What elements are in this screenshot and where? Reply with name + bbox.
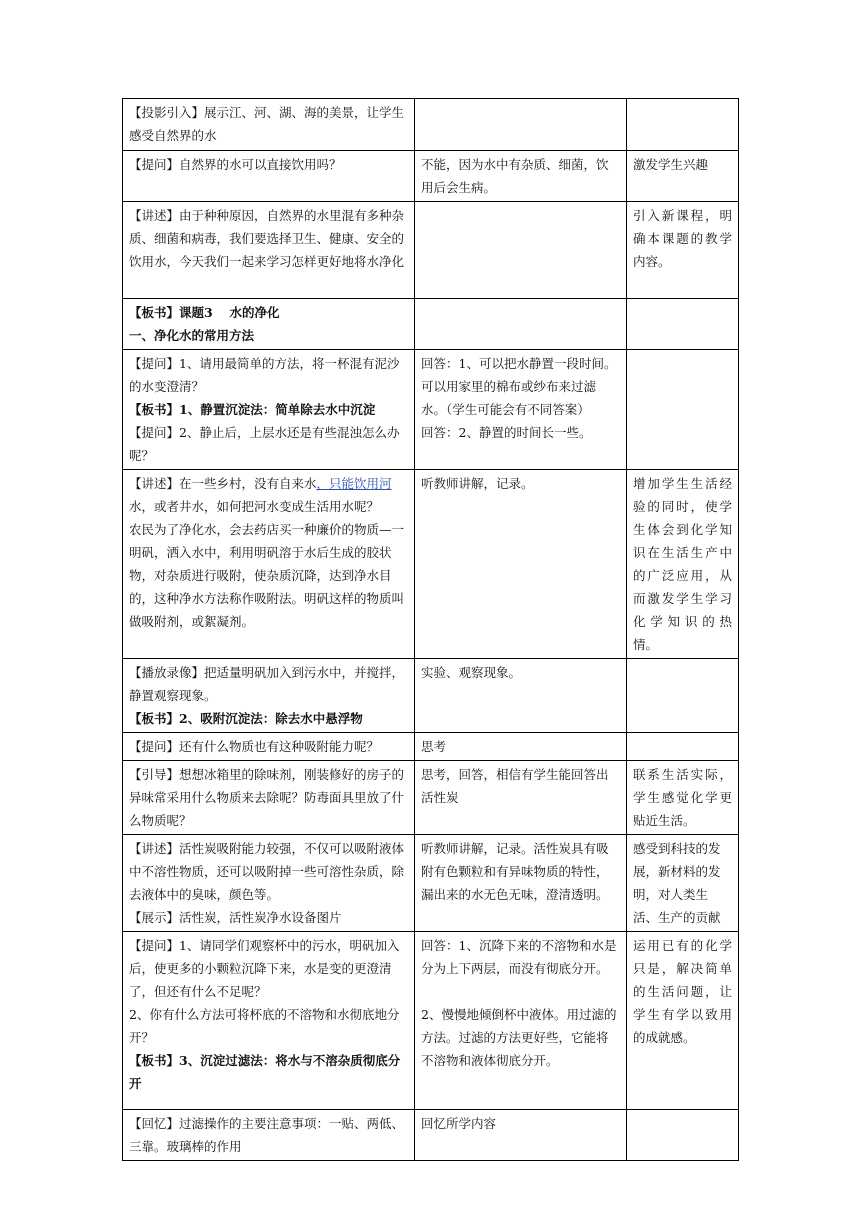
cue-text: 由于种种原因，自然界的水里混有多种杂质、细菌和病毒，我们要选择卫生、健康、安全的饮用水，今天我们一起来学习怎样更好地将水净化 bbox=[129, 208, 405, 269]
intent-text: 运用已有的化学只是，解决简单的生活问题，让学生有学以致用的成就感。 bbox=[633, 938, 732, 1045]
intent-cell bbox=[627, 99, 739, 151]
intent-cell bbox=[627, 470, 739, 659]
table-row bbox=[123, 1110, 739, 1161]
teacher-activity-cell bbox=[123, 835, 415, 932]
student-text: 思考 bbox=[421, 739, 447, 754]
student-activity-cell bbox=[415, 659, 627, 733]
intent-cell bbox=[627, 932, 739, 1110]
student-activity-cell bbox=[415, 151, 627, 202]
teacher-activity-cell bbox=[123, 733, 415, 761]
student-activity-cell bbox=[415, 350, 627, 470]
intent-cell bbox=[627, 835, 739, 932]
cue-text: 在一些乡村，没有自来水 bbox=[179, 476, 317, 491]
cue-label: 【提问】 bbox=[129, 938, 180, 953]
cue-label: 【引导】 bbox=[129, 767, 180, 782]
student-text: 回答：1、沉降下来的不溶物和水是分为上下两层，而没有彻底分开。 bbox=[421, 938, 617, 976]
cue-text: 把适量明矾加入到污水中，并搅拌，静置观察现象。 bbox=[129, 665, 405, 703]
cue-text: 过滤操作的主要注意事项：一贴、两低、三靠。玻璃棒的作用 bbox=[129, 1116, 405, 1154]
cue-label: 【提问】 bbox=[129, 739, 180, 754]
section-heading: 一、净化水的常用方法 bbox=[129, 328, 255, 343]
table-row bbox=[123, 835, 739, 932]
intent-text: 联系生活实际，学生感觉化学更贴近生活。 bbox=[633, 767, 732, 828]
table-row bbox=[123, 470, 739, 659]
cue-label: 【提问】 bbox=[129, 157, 180, 172]
cue-text: 1、请用最简单的方法，将一杯混有泥沙的水变澄清？ bbox=[129, 356, 400, 394]
intent-text: 增加学生生活经验的同时，使学生体会到化学知识在生活生产中的广泛应用，从而激发学生学习化学知识的热情。 bbox=[633, 476, 732, 652]
cue-label: 【讲述】 bbox=[129, 208, 180, 223]
cue-text: 水，或者井水，如何把河水变成生活用水呢？ bbox=[129, 499, 380, 514]
intent-cell bbox=[627, 151, 739, 202]
teacher-activity-cell bbox=[123, 1110, 415, 1161]
board-heading: 【板书】课题3 水的净化 bbox=[129, 305, 280, 320]
teacher-activity-cell bbox=[123, 932, 415, 1110]
cue-label: 【讲述】 bbox=[129, 476, 180, 491]
student-text: 回答：1、可以把水静置一段时间。可以用家里的棉布或纱布来过滤水。（学生可能会有不同答案） bbox=[421, 356, 617, 417]
table-row bbox=[123, 350, 739, 470]
student-activity-cell bbox=[415, 733, 627, 761]
cue-label: 【展示】 bbox=[129, 910, 180, 925]
board-note: 【板书】3、沉淀过滤法：将水与不溶杂质彻底分开 bbox=[129, 1053, 401, 1091]
student-text: 2、慢慢地倾倒杯中液体。用过滤的方法。过滤的方法更好些，它能将不溶物和液体彻底分开。 bbox=[421, 1007, 617, 1068]
table-row bbox=[123, 99, 739, 151]
lesson-plan-table bbox=[122, 98, 738, 1161]
intent-cell bbox=[627, 299, 739, 350]
student-text: 听教师讲解，记录。活性炭具有吸附有色颗粒和有异味物质的特性，漏出来的水无色无味，澄清透明。 bbox=[421, 841, 609, 902]
student-activity-cell bbox=[415, 470, 627, 659]
cue-label: 【回忆】 bbox=[129, 1116, 180, 1131]
teacher-activity-cell bbox=[123, 202, 415, 299]
intent-cell bbox=[627, 1110, 739, 1161]
cue-text: 活性炭，活性炭净水设备图片 bbox=[179, 910, 342, 925]
cue-text: 1、请同学们观察杯中的污水，明矾加入后，使更多的小颗粒沉降下来，水是变的更澄清了，但还有什么不足呢？ bbox=[129, 938, 400, 999]
cue-label: 【提问】 bbox=[129, 356, 180, 371]
table-row bbox=[123, 761, 739, 835]
intent-text: 感受到科技的发展，新材料的发明，对人类生活、生产的贡献 bbox=[633, 841, 721, 925]
paragraph-text: 农民为了净化水，会去药店买一种廉价的物质—一明矾，洒入水中，利用明矾溶于水后生成的胶状物，对杂质进行吸附，使杂质沉降，达到净水目的，这种净水方法称作吸附法。明矾这样的物质叫做吸附剂，或絮凝剂。 bbox=[129, 522, 405, 629]
table-row bbox=[123, 299, 739, 350]
student-text: 回答：2、静置的时间长一些。 bbox=[421, 425, 592, 440]
cue-text: 自然界的水可以直接饮用吗？ bbox=[179, 157, 342, 172]
cue-text: 展示江、河、湖、海的美景，让学生感受自然界的水 bbox=[129, 105, 405, 143]
student-text: 回忆所学内容 bbox=[421, 1116, 497, 1131]
cue-text: 2、静止后，上层水还是有些混浊怎么办呢？ bbox=[129, 425, 400, 463]
cue-text: 2、你有什么方法可将杯底的不溶物和水彻底地分开？ bbox=[129, 1007, 400, 1045]
table-row bbox=[123, 932, 739, 1110]
teacher-activity-cell bbox=[123, 470, 415, 659]
student-text: 思考，回答，相信有学生能回答出活性炭 bbox=[421, 767, 609, 805]
student-activity-cell bbox=[415, 202, 627, 299]
intent-cell bbox=[627, 350, 739, 470]
student-text: 实验、观察现象。 bbox=[421, 665, 522, 680]
teacher-activity-cell bbox=[123, 761, 415, 835]
table-row bbox=[123, 202, 739, 299]
cue-text: 想想冰箱里的除味剂，刚装修好的房子的异味常采用什么物质来去除呢？防毒面具里放了什么物质呢？ bbox=[129, 767, 405, 828]
cue-label: 【提问】 bbox=[129, 425, 180, 440]
teacher-activity-cell bbox=[123, 350, 415, 470]
intent-cell bbox=[627, 659, 739, 733]
student-text: 听教师讲解，记录。 bbox=[421, 476, 534, 491]
intent-text: 引入新课程，明确本课题的教学内容。 bbox=[633, 208, 732, 269]
student-activity-cell bbox=[415, 299, 627, 350]
cue-label: 【投影引入】 bbox=[129, 105, 205, 120]
inline-link[interactable]: ，只能饮用河 bbox=[316, 476, 392, 491]
teacher-activity-cell bbox=[123, 659, 415, 733]
intent-cell bbox=[627, 761, 739, 835]
cue-label: 【讲述】 bbox=[129, 841, 180, 856]
student-text: 不能，因为水中有杂质、细菌，饮用后会生病。 bbox=[421, 157, 609, 195]
table-row bbox=[123, 151, 739, 202]
student-activity-cell bbox=[415, 835, 627, 932]
intent-cell bbox=[627, 202, 739, 299]
student-activity-cell bbox=[415, 932, 627, 1110]
board-note: 【板书】2、吸附沉淀法：除去水中悬浮物 bbox=[129, 711, 363, 726]
intent-text: 激发学生兴趣 bbox=[633, 157, 709, 172]
teacher-activity-cell bbox=[123, 99, 415, 151]
table-row bbox=[123, 659, 739, 733]
student-activity-cell bbox=[415, 99, 627, 151]
student-activity-cell bbox=[415, 761, 627, 835]
table-row bbox=[123, 733, 739, 761]
board-note: 【板书】1、静置沉淀法：简单除去水中沉淀 bbox=[129, 402, 376, 417]
cue-text: 活性炭吸附能力较强，不仅可以吸附液体中不溶性物质，还可以吸附掉一些可溶性杂质，除去液体中的臭味，颜色等。 bbox=[129, 841, 405, 902]
teacher-activity-cell bbox=[123, 299, 415, 350]
cue-text: 还有什么物质也有这种吸附能力呢？ bbox=[179, 739, 380, 754]
intent-cell bbox=[627, 733, 739, 761]
student-activity-cell bbox=[415, 1110, 627, 1161]
cue-label: 【播放录像】 bbox=[129, 665, 205, 680]
teacher-activity-cell bbox=[123, 151, 415, 202]
